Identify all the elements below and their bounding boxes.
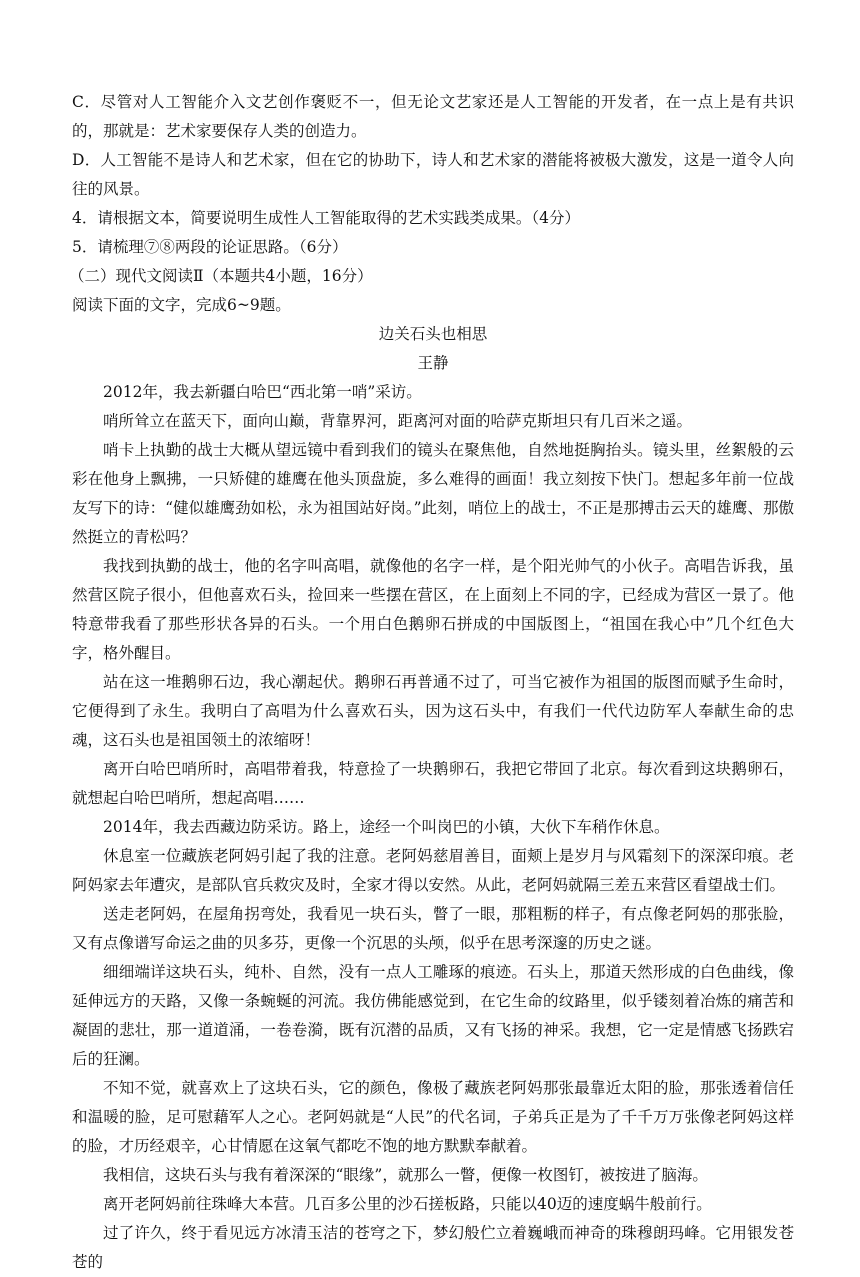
option-c: C．尽管对人工智能介入文艺创作褒贬不一，但无论文艺家还是人工智能的开发者，在一点上是有共识的，那就是：艺术家要保存人类的创造力。 <box>72 93 794 140</box>
article-paragraph: 细细端详这块石头，纯朴、自然，没有一点人工雕琢的痕迹。石头上，那道天然形成的白色曲线，像延伸远方的天路，又像一条蜿蜒的河流。我仿佛能感觉到，在它生命的纹路里，似乎镂刻着冶炼的痛苦和凝固的悲壮，那一道道涌，一卷卷漪，既有沉潜的品质，又有飞扬的神采。我想，它一定是情感飞扬跌宕后的狂澜。 <box>72 963 794 1068</box>
article-paragraph: 我找到执勤的战士，他的名字叫高唱，就像他的名字一样，是个阳光帅气的小伙子。高唱告诉我，虽然营区院子很小，但他喜欢石头，捡回来一些摆在营区，在上面刻上不同的字，已经成为营区一景了。他特意带我看了那些形状各异的石头。一个用白色鹅卵石拼成的中国版图上，“祖国在我心中”几个红色大字，格外醒目。 <box>72 557 794 662</box>
article-author: 王静 <box>417 354 449 372</box>
option-d: D．人工智能不是诗人和艺术家，但在它的协助下，诗人和艺术家的潜能将被极大激发，这是一道令人向往的风景。 <box>72 151 794 198</box>
article-paragraph: 离开白哈巴哨所时，高唱带着我，特意捡了一块鹅卵石，我把它带回了北京。每次看到这块鹅卵石，就想起白哈巴哨所，想起高唱…… <box>72 760 794 807</box>
article-title: 边关石头也相思 <box>378 325 488 343</box>
article-paragraph: 哨卡上执勤的战士大概从望远镜中看到我们的镜头在聚焦他，自然地挺胸抬头。镜头里，丝絮般的云彩在他身上飘拂，一只矫健的雄鹰在他头顶盘旋，多么难得的画面！我立刻按下快门。想起多年前一位战友写下的诗：“健似雄鹰劲如松，永为祖国站好岗。”此刻，哨位上的战士，不正是那搏击云天的雄鹰、那傲然挺立的青松吗？ <box>72 441 794 546</box>
article-paragraph: 站在这一堆鹅卵石边，我心潮起伏。鹅卵石再普通不过了，可当它被作为祖国的版图而赋予生命时，它便得到了永生。我明白了高唱为什么喜欢石头，因为这石头中，有我们一代代边防军人奉献生命的忠魂，这石头也是祖国领土的浓缩呀！ <box>72 673 794 749</box>
article-paragraph: 2014年，我去西藏边防采访。路上，途经一个叫岗巴的小镇，大伙下车稍作休息。 <box>103 818 670 836</box>
exam-page <box>69 88 794 1277</box>
question-4: 4．请根据文本，简要说明生成性人工智能取得的艺术实践类成果。（4分） <box>72 209 580 227</box>
question-5: 5．请梳理⑦⑧两段的论证思路。（6分） <box>72 238 348 256</box>
article-paragraph: 离开老阿妈前往珠峰大本营。几百多公里的沙石搓板路，只能以40迈的速度蜗牛般前行。 <box>103 1195 712 1213</box>
instruction: 阅读下面的文字，完成6~9题。 <box>72 296 291 314</box>
section-heading: （二）现代文阅读Ⅱ（本题共4小题，16分） <box>69 267 373 285</box>
article-paragraph: 休息室一位藏族老阿妈引起了我的注意。老阿妈慈眉善目，面颊上是岁月与风霜刻下的深深印痕。老阿妈家去年遭灾，是部队官兵救灾及时，全家才得以安然。从此，老阿妈就隔三差五来营区看望战士们。 <box>72 847 794 894</box>
article-paragraph: 过了许久，终于看见远方冰清玉洁的苍穹之下，梦幻般伫立着巍峨而神奇的珠穆朗玛峰。它用银发苍苍的 <box>72 1224 794 1271</box>
article-paragraph: 不知不觉，就喜欢上了这块石头，它的颜色，像极了藏族老阿妈那张最靠近太阳的脸，那张透着信任和温暖的脸，足可慰藉军人之心。老阿妈就是“人民”的代名词，子弟兵正是为了千千万万张像老阿妈这样的脸，才历经艰辛，心甘情愿在这氧气都吃不饱的地方默默奉献着。 <box>72 1079 794 1155</box>
article-paragraph: 送走老阿妈，在屋角拐弯处，我看见一块石头，瞥了一眼，那粗粝的样子，有点像老阿妈的那张脸，又有点像谱写命运之曲的贝多芬，更像一个沉思的头颅，似乎在思考深邃的历史之谜。 <box>72 905 794 952</box>
article-paragraph: 我相信，这块石头与我有着深深的“眼缘”，就那么一瞥，便像一枚图钉，被按进了脑海。 <box>103 1166 708 1184</box>
article-paragraph: 2012年，我去新疆白哈巴“西北第一哨”采访。 <box>103 383 422 401</box>
article-paragraph: 哨所耸立在蓝天下，面向山巅，背靠界河，距离河对面的哈萨克斯坦只有几百米之遥。 <box>103 412 693 430</box>
